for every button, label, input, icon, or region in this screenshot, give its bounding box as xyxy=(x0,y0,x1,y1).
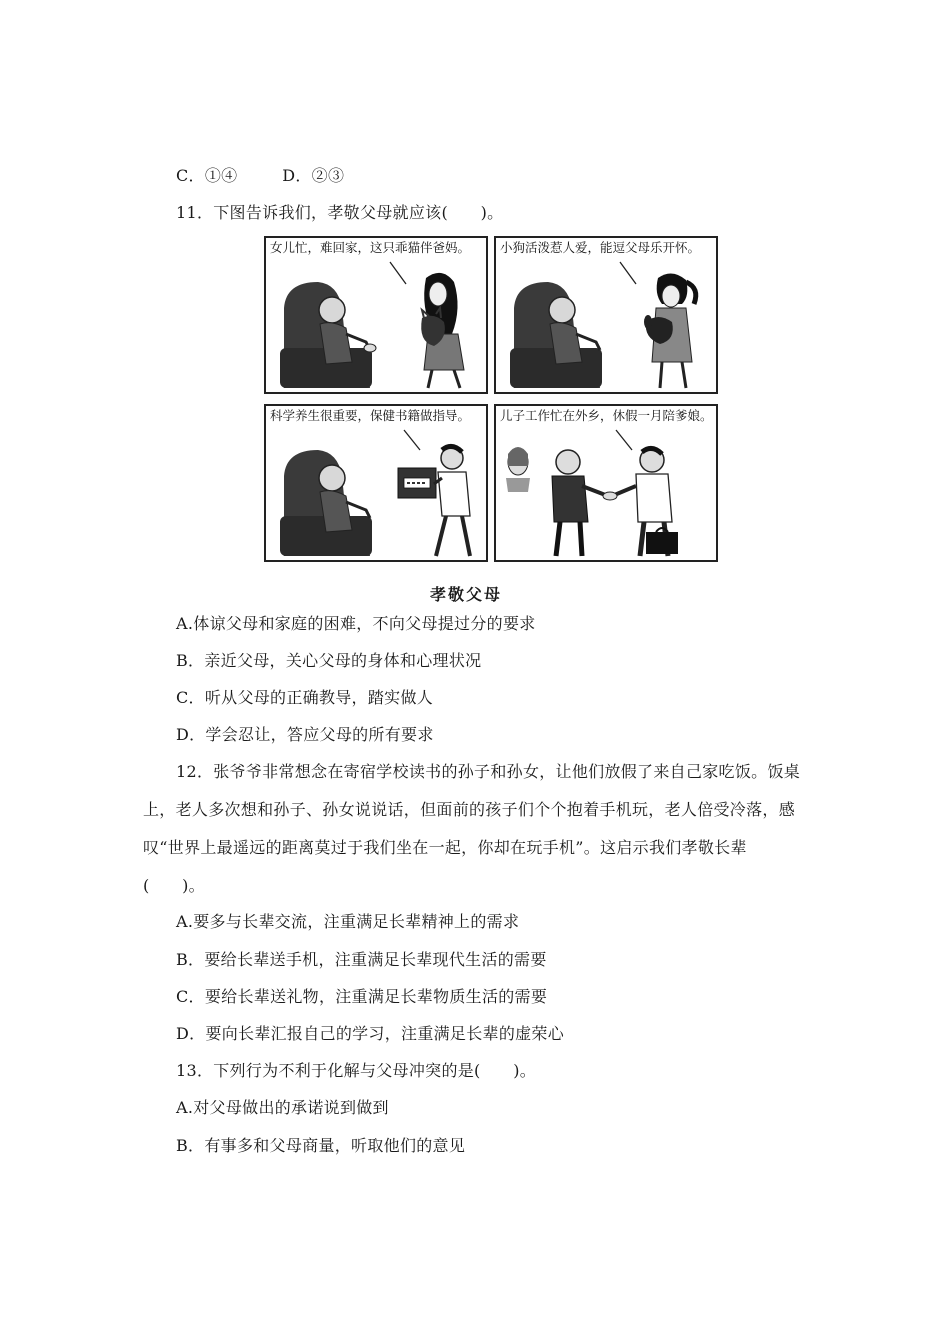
q11-option-d: D．学会忍让，答应父母的所有要求 xyxy=(176,725,434,744)
comic-panel-2 xyxy=(494,236,718,394)
q12-stem-line-4: ( )。 xyxy=(143,876,205,895)
comic-panel-1 xyxy=(264,236,488,394)
q13-option-b: B．有事多和父母商量，听取他们的意见 xyxy=(176,1136,466,1155)
q12-option-d: D．要向长辈汇报自己的学习，注重满足长辈的虚荣心 xyxy=(176,1024,565,1043)
comic-panel-3-caption: 科学养生很重要，保健书籍做指导。 xyxy=(270,408,471,423)
comic-panel-1-caption: 女儿忙，难回家，这只乖猫伴爸妈。 xyxy=(270,240,471,255)
comic-panel-3 xyxy=(264,404,488,562)
q10-option-c: C．①④ xyxy=(176,166,238,185)
q11-option-c: C．听从父母的正确教导，踏实做人 xyxy=(176,688,434,707)
q12-stem-line-3: 叹“世界上最遥远的距离莫过于我们坐在一起，你却在玩手机”。这启示我们孝敬长辈 xyxy=(143,838,747,857)
panel-1-illustration xyxy=(266,238,488,394)
q12-option-c: C．要给长辈送礼物，注重满足长辈物质生活的需要 xyxy=(176,987,548,1006)
q10-option-d: D．②③ xyxy=(282,166,345,185)
panel-4-illustration xyxy=(496,406,718,562)
q11-option-b: B．亲近父母，关心父母的身体和心理状况 xyxy=(176,651,482,670)
q12-stem-line-1: 12．张爷爷非常想念在寄宿学校读书的孙子和孙女，让他们放假了来自己家吃饭。饭桌 xyxy=(176,762,801,781)
panel-3-illustration xyxy=(266,406,488,562)
comic-panel-4-caption: 儿子工作忙在外乡，休假一月陪爹娘。 xyxy=(500,408,713,423)
q13-stem: 13．下列行为不利于化解与父母冲突的是( )。 xyxy=(176,1061,537,1080)
comic-title: 孝敬父母 xyxy=(430,585,503,604)
q11-stem: 11．下图告诉我们，孝敬父母就应该( )。 xyxy=(176,203,504,222)
q12-option-a: A.要多与长辈交流，注重满足长辈精神上的需求 xyxy=(176,912,520,931)
panel-2-illustration xyxy=(496,238,718,394)
q10-options-row xyxy=(176,166,344,186)
comic-panel-4 xyxy=(494,404,718,562)
comic-panel-2-caption: 小狗活泼惹人爱，能逗父母乐开怀。 xyxy=(500,240,701,255)
q12-stem-line-2: 上，老人多次想和孙子、孙女说说话，但面前的孩子们个个抱着手机玩，老人倍受冷落，感 xyxy=(143,800,796,819)
q11-option-a: A.体谅父母和家庭的困难，不向父母提过分的要求 xyxy=(176,614,536,633)
q12-option-b: B．要给长辈送手机，注重满足长辈现代生活的需要 xyxy=(176,950,547,969)
comic-strip xyxy=(262,234,720,564)
q13-option-a: A.对父母做出的承诺说到做到 xyxy=(176,1098,389,1117)
